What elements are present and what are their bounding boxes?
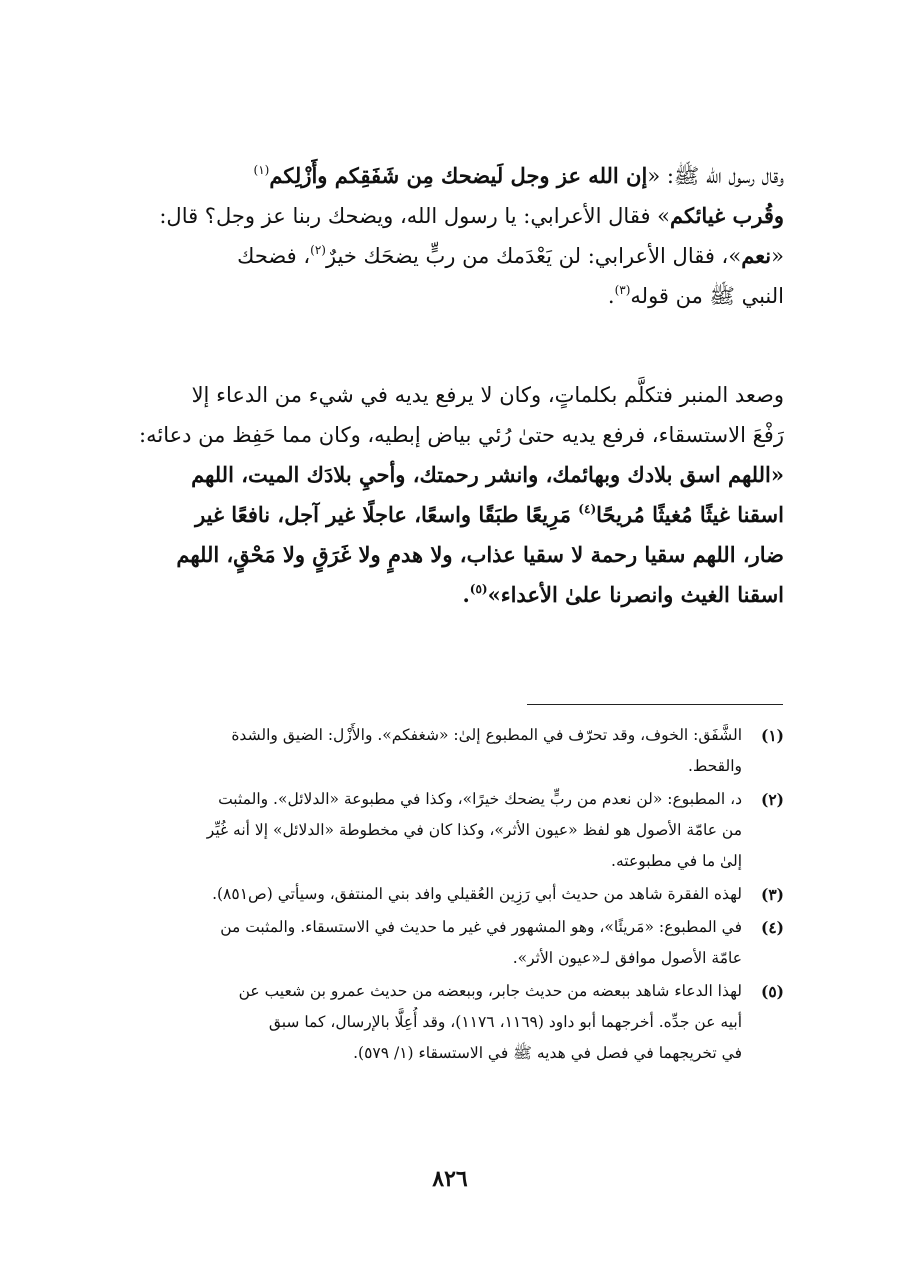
footnote-ref[interactable]: (١): [253, 163, 270, 177]
supplication-line: ضار، اللهم سقيا رحمة لا سقيا عذاب، ولا هدمٍ ولا غَرَقٍ ولا مَحْقٍ، اللهم: [176, 542, 784, 567]
footnote-line: الشَّفَق: الخوف، وقد تحرّف في المطبوع إلىٰ: «شغفكم». والأَزْل: الضيق والشدة: [231, 726, 742, 744]
paragraph-line: النبي ﷺ من قوله$^{(٣)}$.: [607, 283, 784, 308]
footnote-ref[interactable]: (٣): [614, 283, 631, 297]
paragraph-rain-prayer: [118, 375, 784, 615]
footnote-3: [118, 879, 784, 910]
footnote-line: د، المطبوع: «لن نعدم من ربٍّ يضحك خيرًا»، وكذا في مطبوعة «الدلائل». والمثبت: [218, 790, 742, 808]
supplication-line: اسقنا غيثًا مُغيثًا مُريحًا$^{(٤)}$ مَرِيعًا طبَقًا واسعًا، عاجلًا غير آجل، نافعًا غير: [195, 502, 784, 527]
paragraph-line: «نعم»، فقال الأعرابي: لن يَعْدَمك من ربٍّ يضحَك خيرٌ$^{(٢)}$، فضحك: [237, 243, 784, 268]
paragraph-line: وصعد المنبر فتكلَّم بكلماتٍ، وكان لا يرفع يديه في شيء من الدعاء إلا: [191, 383, 784, 407]
footnote-number: (٢): [760, 790, 784, 809]
footnote-text: [118, 784, 742, 877]
footnote-line: لهذا الدعاء شاهد ببعضه من حديث جابر، وببعضه من حديث عمرو بن شعيب عن: [238, 982, 742, 1000]
footnote-ref[interactable]: (٢): [310, 243, 326, 257]
footnote-line: في تخريجهما في فصل في هديه ﷺ في الاستسقاء (١/ ٥٧٩).: [353, 1044, 742, 1062]
footnote-line: أبيه عن جدِّه. أخرجهما أبو داود (١١٦٩، ١١٧٦)، وقد أُعِلَّا بالإرسال، كما سبق: [268, 1013, 742, 1031]
footnote-1: [118, 720, 784, 782]
footnote-number: (٤): [760, 918, 784, 937]
footnotes: [118, 720, 784, 1071]
footnote-text: [118, 720, 742, 782]
footnote-line: والقحط.: [687, 757, 742, 775]
footnote-text: [118, 912, 742, 974]
footnote-line: لهذه الفقرة شاهد من حديث أبي رَزِين العُقيلي وافد بني المنتفق، وسيأتي (ص٨٥١).: [212, 885, 742, 903]
hadith-quote: وقُرب غيائكم: [670, 203, 784, 228]
footnote-4: [118, 912, 784, 974]
footnote-ref[interactable]: (٥): [469, 582, 488, 596]
footnote-ref[interactable]: (٤): [578, 502, 597, 516]
paragraph-line: رَفْعَ الاستسقاء، فرفع يديه حتىٰ رُئي بياض إبطيه، وكان مما حَفِظ من دعائه:: [139, 423, 784, 447]
hadith-quote: نعم: [741, 243, 772, 268]
paragraph-hadith-laughter: [118, 156, 784, 316]
hadith-quote: إن الله عز وجل لَيضحك مِن شَفَقِكم وأَزْلِكم: [269, 163, 648, 188]
page-number: ٨٢٦: [432, 1166, 468, 1192]
footnote-2: [118, 784, 784, 877]
footnote-text: [118, 879, 742, 910]
footnote-line: في المطبوع: «مَريئًا»، وهو المشهور في غير ما حديث في الاستسقاء. والمثبت من: [220, 918, 742, 936]
supplication-line: اسقنا الغيث وانصرنا علىٰ الأعداء»$^{(٥)}$.: [462, 582, 784, 607]
footnote-divider: [527, 704, 783, 705]
footnote-line: عامّة الأصول موافق لـ«عيون الأثر».: [512, 949, 742, 967]
footnote-number: (٥): [760, 982, 784, 1001]
footnote-number: (٣): [760, 885, 784, 904]
footnote-5: [118, 976, 784, 1069]
footnote-line: من عامّة الأصول هو لفظ «عيون الأثر»، وكذا كان في مخطوطة «الدلائل» إلا أنه غُيِّر: [206, 821, 742, 839]
footnote-text: [118, 976, 742, 1069]
footnote-line: إلىٰ ما في مطبوعته.: [611, 852, 742, 870]
paragraph-line: وقُرب غيائكم» فقال الأعرابي: يا رسول الله، ويضحك ربنا عز وجل؟ قال:: [159, 203, 784, 228]
footnote-number: (١): [760, 726, 784, 745]
paragraph-line: وقال رسول الله ﷺ: «إن الله عز وجل لَيضحك مِن شَفَقِكم وأَزْلِكم$^{(١)}$: [253, 163, 784, 188]
supplication-line: «اللهم اسق بلادك وبهائمك، وانشر رحمتك، وأحيِ بلادَك الميت، اللهم: [191, 462, 784, 487]
